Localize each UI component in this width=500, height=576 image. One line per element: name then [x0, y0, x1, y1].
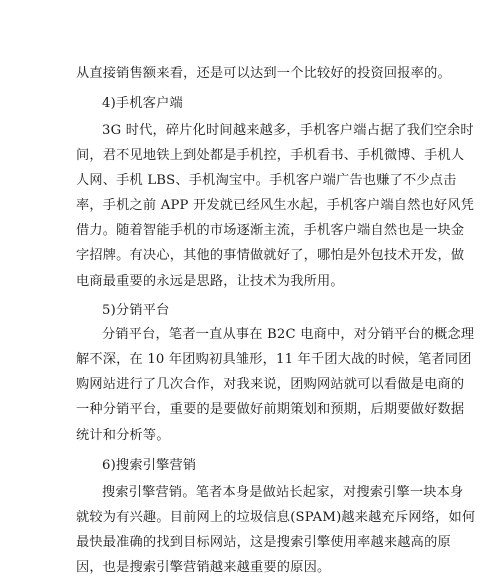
paragraph-line: 字招牌。有决心，其他的事情做就好了，哪怕是外包技术开发，做	[76, 248, 465, 263]
section-heading: 5)分销平台	[102, 303, 170, 318]
paragraph-line: 人网、手机 LBS、手机淘宝中。手机客户端广告也赚了不少点击	[76, 173, 457, 188]
paragraph-line: 从直接销售额来看，还是可以达到一个比较好的投资回报率的。	[76, 66, 451, 81]
paragraph-line: 电商最重要的永远是思路，让技术为我所用。	[76, 274, 344, 289]
paragraph-line: 最快最准确的找到目标网站，这是搜索引擎使用率越来越高的原	[76, 535, 451, 550]
paragraph-line: 统计和分析等。	[76, 428, 170, 443]
paragraph-line: 购网站进行了几次合作，对我来说，团购网站就可以看做是电商的	[76, 377, 465, 392]
section-heading: 4)手机客户端	[102, 96, 183, 111]
paragraph-line: 因，也是搜索引擎营销越来越重要的原因。	[76, 560, 331, 575]
paragraph-line: 一种分销平台，重要的是要做好前期策划和预期，后期要做好数据	[76, 402, 465, 417]
paragraph-line: 间，君不见地铁上到处都是手机控，手机看书、手机微博、手机人	[76, 148, 465, 163]
paragraph-line: 解不深，在 10 年团购初具雏形，11 年千团大战的时候，笔者同团	[76, 352, 472, 367]
paragraph-line: 搜索引擎营销。笔者本身是做站长起家，对搜索引擎一块本身	[102, 485, 464, 500]
paragraph-line: 借力。随着智能手机的市场逐渐主流，手机客户端自然也是一块金	[76, 223, 465, 238]
section-heading: 6)搜索引擎营销	[102, 458, 197, 473]
paragraph-line: 就较为有兴趣。目前网上的垃圾信息(SPAM)越来越充斥网络，如何	[76, 510, 476, 525]
paragraph-line: 分销平台，笔者一直从事在 B2C 电商中，对分销平台的概念理	[102, 327, 475, 342]
paragraph-line: 3G 时代，碎片化时间越来越多，手机客户端占据了我们空余时	[102, 123, 474, 138]
paragraph-line: 率，手机之前 APP 开发就已经风生水起，手机客户端自然也好风凭	[76, 198, 475, 213]
